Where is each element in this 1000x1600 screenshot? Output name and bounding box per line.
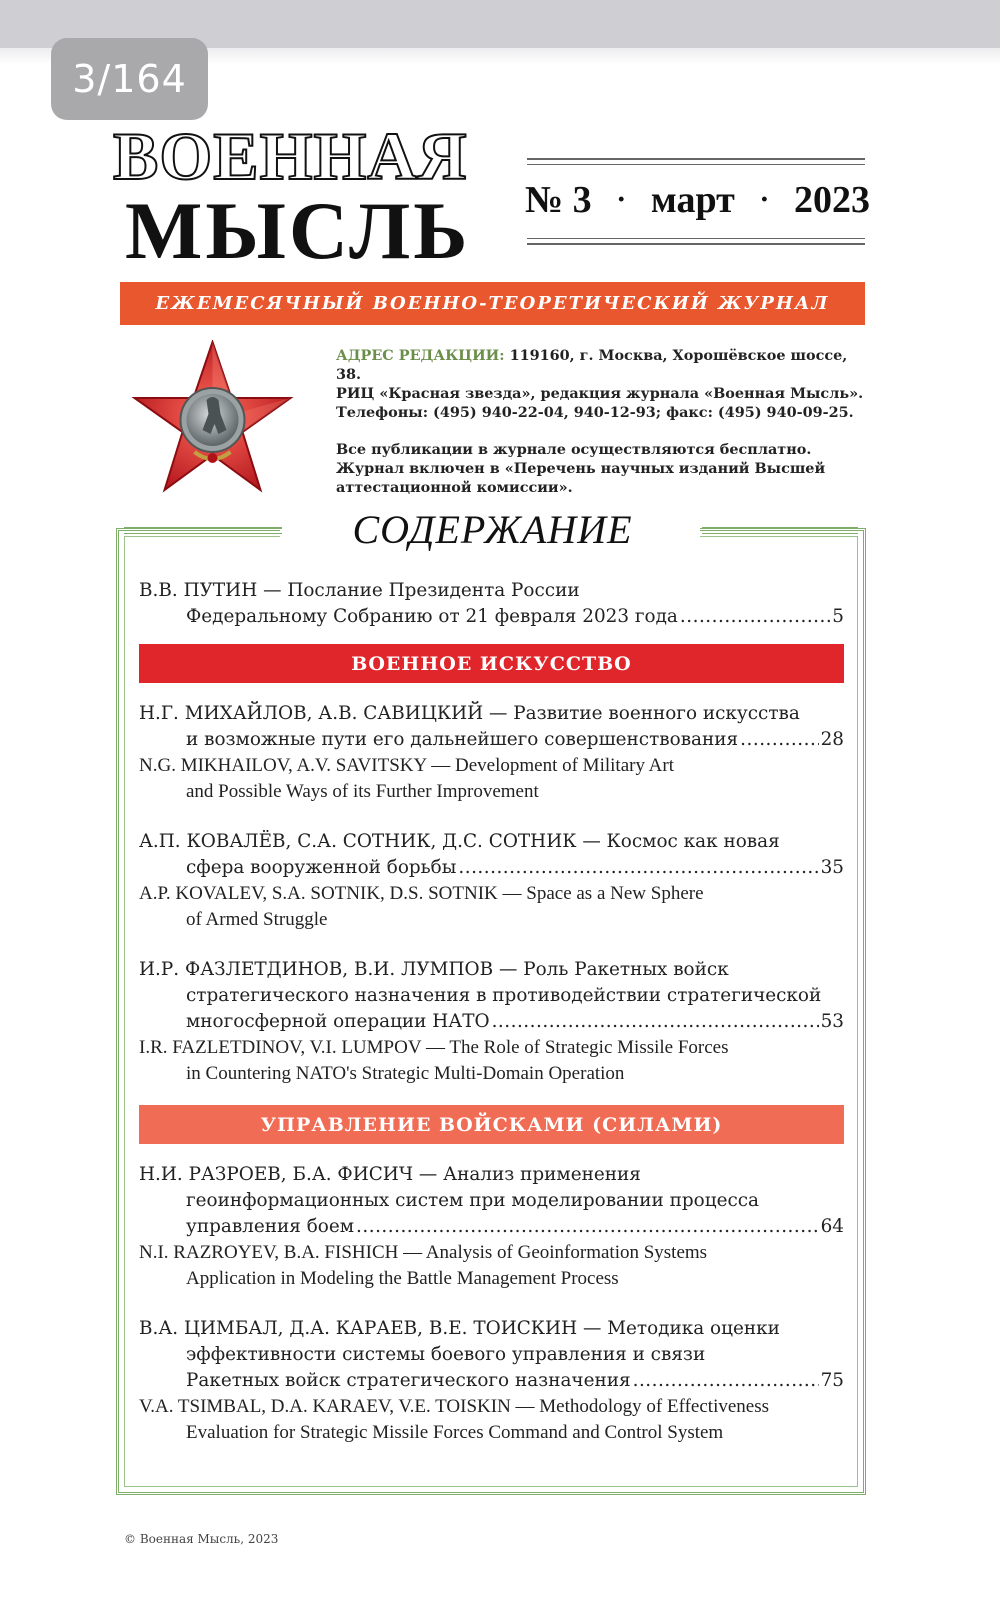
address-line2: РИЦ «Красная звезда», редакция журнала «Военная Мысль». bbox=[336, 385, 864, 402]
entry-text: Ракетных войск стратегического назначения bbox=[186, 1370, 631, 1391]
entry-line: Н.И. РАЗРОЕВ, Б.А. ФИСИЧ — Анализ применения bbox=[139, 1164, 641, 1185]
entry-line-en: N.G. MIKHAILOV, A.V. SAVITSKY — Development of Military Art bbox=[139, 755, 674, 776]
issue-line bbox=[525, 178, 870, 222]
page-number: 53 bbox=[820, 1011, 844, 1032]
issue-rule-top-thin bbox=[527, 164, 865, 165]
entry-text: многосферной операции НАТО bbox=[186, 1011, 490, 1032]
entry-line: А.П. КОВАЛЁВ, С.А. СОТНИК, Д.С. СОТНИК — Космос как новая bbox=[139, 831, 780, 852]
entry-line: В.А. ЦИМБАЛ, Д.А. КАРАЕВ, В.Е. ТОИСКИН — Методика оценки bbox=[139, 1318, 780, 1339]
entry-text: сфера вооруженной борьбы bbox=[186, 857, 457, 878]
entry-line-lead bbox=[139, 604, 844, 630]
issue-rule-bottom bbox=[527, 243, 865, 245]
entry-line: В.В. ПУТИН — Послание Президента России bbox=[139, 580, 580, 601]
entry-line: И.Р. ФАЗЛЕТДИНОВ, В.И. ЛУМПОВ — Роль Ракетных войск bbox=[139, 959, 729, 980]
toc-entry[interactable] bbox=[139, 829, 844, 933]
toc-entry[interactable] bbox=[139, 1316, 844, 1446]
entry-line-en: A.P. KOVALEV, S.A. SOTNIK, D.S. SOTNIK — Space as a New Sphere bbox=[139, 883, 704, 904]
issue-separator-2: · bbox=[759, 183, 770, 216]
entry-line-en: V.A. TSIMBAL, D.A. KARAEV, V.E. TOISKIN — Methodology of Effectiveness bbox=[139, 1396, 769, 1417]
entry-line-lead bbox=[139, 1214, 844, 1240]
entry-line-en: in Countering NATO's Strategic Multi-Domain Operation bbox=[186, 1063, 625, 1084]
page-indicator: 3/164 bbox=[51, 38, 208, 120]
red-star-order-icon bbox=[130, 340, 295, 500]
issue-number: № 3 bbox=[525, 179, 592, 221]
entry-line-en: I.R. FAZLETDINOV, V.I. LUMPOV — The Role of Strategic Missile Forces bbox=[139, 1037, 729, 1058]
toc-entry[interactable] bbox=[139, 1162, 844, 1292]
entry-text: и возможные пути его дальнейшего совершенствования bbox=[186, 729, 739, 750]
entry-line-lead bbox=[139, 855, 844, 881]
address-note3: аттестационной комиссии». bbox=[336, 479, 573, 496]
entry-text: Федеральному Собранию от 21 февраля 2023 года bbox=[186, 606, 678, 627]
page-number: 75 bbox=[820, 1370, 844, 1391]
address-label: АДРЕС РЕДАКЦИИ: bbox=[336, 347, 505, 364]
toc-entry[interactable] bbox=[139, 957, 844, 1087]
page-number: 28 bbox=[820, 729, 844, 750]
entry-line-en: Application in Modeling the Battle Management Process bbox=[186, 1268, 619, 1289]
entry-line-en: N.I. RAZROYEV, B.A. FISHICH — Analysis of Geoinformation Systems bbox=[139, 1242, 708, 1263]
title-rule-right-thin bbox=[702, 533, 858, 534]
toc-entry-intro[interactable] bbox=[139, 578, 844, 630]
address-line1: 119160, г. Москва, Хорошёвское шоссе, 38. bbox=[336, 347, 848, 383]
masthead-line2: МЫСЛЬ bbox=[125, 185, 471, 276]
entry-line-lead bbox=[139, 727, 844, 753]
issue-year: 2023 bbox=[793, 179, 870, 221]
entry-line-lead bbox=[139, 1009, 844, 1035]
address-note2: Журнал включен в «Перечень научных изданий Высшей bbox=[336, 460, 826, 477]
entry-line: эффективности системы боевого управления и связи bbox=[186, 1344, 706, 1365]
page-number: 35 bbox=[820, 857, 844, 878]
issue-separator: · bbox=[616, 183, 627, 216]
entry-line-en: and Possible Ways of its Further Improvement bbox=[186, 781, 539, 802]
title-rule-right bbox=[702, 527, 858, 529]
address-line3: Телефоны: (495) 940-22-04, 940-12-93; факс: (495) 940-09-25. bbox=[336, 404, 854, 421]
page-number: 5 bbox=[832, 606, 844, 627]
editorial-address bbox=[336, 346, 866, 497]
issue-rule-top bbox=[527, 158, 865, 160]
section-header-military-art: ВОЕННОЕ ИСКУССТВО bbox=[139, 644, 844, 683]
issue-rule-bottom-thin bbox=[527, 238, 865, 239]
copyright: © Военная Мысль, 2023 bbox=[124, 1532, 279, 1546]
section-header-troop-control: УПРАВЛЕНИЕ ВОЙСКАМИ (СИЛАМИ) bbox=[139, 1105, 844, 1144]
page-number: 64 bbox=[820, 1216, 844, 1237]
entry-line: геоинформационных систем при моделировании процесса bbox=[186, 1190, 760, 1211]
masthead-line1: ВОЕННАЯ bbox=[113, 118, 468, 194]
entry-line-lead bbox=[139, 1368, 844, 1394]
toc-title: СОДЕРЖАНИЕ bbox=[352, 507, 633, 552]
journal-banner: ЕЖЕМЕСЯЧНЫЙ ВОЕННО-ТЕОРЕТИЧЕСКИЙ ЖУРНАЛ bbox=[120, 282, 865, 325]
title-rule-left-thin bbox=[124, 533, 282, 534]
entry-line: стратегического назначения в противодействии стратегической bbox=[186, 985, 822, 1006]
address-note1: Все публикации в журнале осуществляются бесплатно. bbox=[336, 441, 812, 458]
toc-entry[interactable] bbox=[139, 701, 844, 805]
title-rule-left bbox=[124, 527, 282, 529]
entry-text: управления боем bbox=[186, 1216, 355, 1237]
issue-month: март bbox=[650, 179, 735, 221]
entry-line-en: of Armed Struggle bbox=[186, 909, 328, 930]
entry-line-en: Evaluation for Strategic Missile Forces Command and Control System bbox=[186, 1422, 724, 1443]
toc-entries bbox=[139, 578, 844, 1446]
entry-line: Н.Г. МИХАЙЛОВ, А.В. САВИЦКИЙ — Развитие военного искусства bbox=[139, 703, 800, 724]
